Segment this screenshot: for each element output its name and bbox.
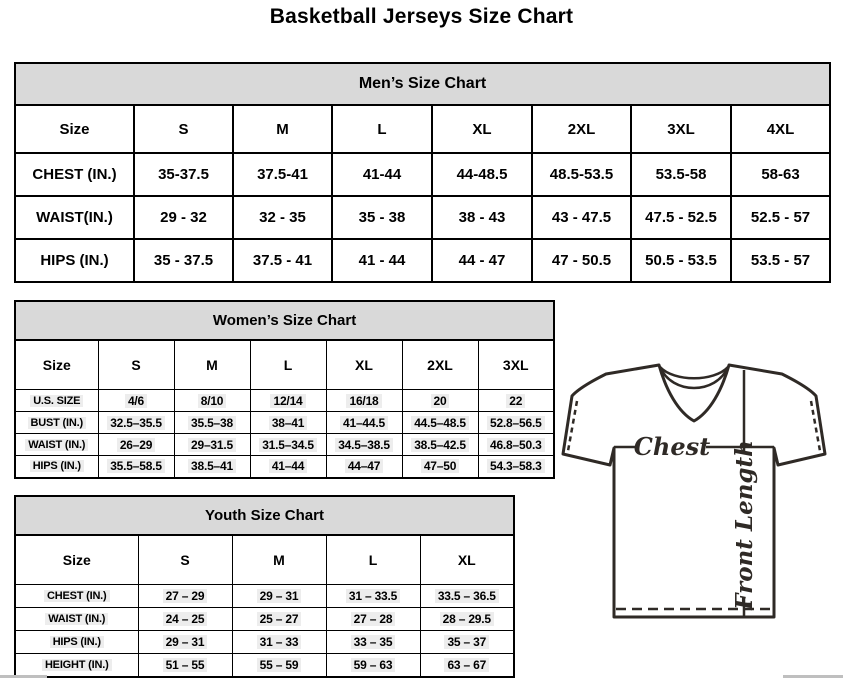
row-label: CHEST (IN.) <box>15 153 134 196</box>
size-value-cell: 47–50 <box>402 456 478 478</box>
size-value-cell: 53.5-58 <box>631 153 731 196</box>
table-row <box>15 390 554 412</box>
column-header: XL <box>432 105 532 153</box>
size-value-cell: 38 - 43 <box>432 196 532 239</box>
size-value-cell: 25 – 27 <box>232 608 326 631</box>
column-header: M <box>233 105 332 153</box>
row-label: HEIGHT (IN.) <box>15 654 138 677</box>
table-row <box>15 608 514 631</box>
column-header: 3XL <box>631 105 731 153</box>
table-title-row <box>15 496 514 535</box>
row-label: HIPS (IN.) <box>15 631 138 654</box>
size-value-cell: 35 - 37.5 <box>134 239 233 282</box>
size-value-cell: 35.5–58.5 <box>98 456 174 478</box>
size-value-cell: 35.5–38 <box>174 412 250 434</box>
jersey-measurement-diagram <box>560 358 842 624</box>
size-value-cell: 38–41 <box>250 412 326 434</box>
size-value-cell: 63 – 67 <box>420 654 514 677</box>
size-value-cell: 16/18 <box>326 390 402 412</box>
size-value-cell: 24 – 25 <box>138 608 232 631</box>
size-value-cell: 38.5–41 <box>174 456 250 478</box>
column-header: 3XL <box>478 340 554 390</box>
size-value-cell: 58-63 <box>731 153 830 196</box>
jersey-outline <box>563 365 825 617</box>
size-value-cell: 22 <box>478 390 554 412</box>
row-label: HIPS (IN.) <box>15 456 98 478</box>
size-value-cell: 47 - 50.5 <box>532 239 631 282</box>
youth-size-table <box>14 495 515 678</box>
table-row <box>15 631 514 654</box>
size-value-cell: 31.5–34.5 <box>250 434 326 456</box>
size-value-cell: 41–44.5 <box>326 412 402 434</box>
size-value-cell: 20 <box>402 390 478 412</box>
size-value-cell: 44.5–48.5 <box>402 412 478 434</box>
size-value-cell: 35 – 37 <box>420 631 514 654</box>
column-header: Size <box>15 340 98 390</box>
size-value-cell: 55 – 59 <box>232 654 326 677</box>
row-label: WAIST (IN.) <box>15 608 138 631</box>
size-value-cell: 51 – 55 <box>138 654 232 677</box>
size-value-cell: 59 – 63 <box>326 654 420 677</box>
table-title-row <box>15 301 554 340</box>
size-value-cell: 54.3–58.3 <box>478 456 554 478</box>
column-header: S <box>138 535 232 585</box>
page-title: Basketball Jerseys Size Chart <box>269 5 574 28</box>
women-size-table <box>14 300 555 479</box>
size-value-cell: 47.5 - 52.5 <box>631 196 731 239</box>
size-value-cell: 53.5 - 57 <box>731 239 830 282</box>
table-row <box>15 654 514 677</box>
size-value-cell: 29 – 31 <box>232 585 326 608</box>
column-header: 2XL <box>532 105 631 153</box>
size-value-cell: 37.5 - 41 <box>233 239 332 282</box>
front-length-label: Front Length <box>731 440 758 610</box>
row-label: HIPS (IN.) <box>15 239 134 282</box>
men-size-table <box>14 62 831 283</box>
size-value-cell: 31 – 33 <box>232 631 326 654</box>
size-value-cell: 29–31.5 <box>174 434 250 456</box>
size-value-cell: 34.5–38.5 <box>326 434 402 456</box>
column-header-row <box>15 535 514 585</box>
column-header-row <box>15 340 554 390</box>
column-header: Size <box>15 535 138 585</box>
size-value-cell: 12/14 <box>250 390 326 412</box>
size-value-cell: 41-44 <box>332 153 432 196</box>
size-value-cell: 35 - 38 <box>332 196 432 239</box>
size-value-cell: 35-37.5 <box>134 153 233 196</box>
size-value-cell: 37.5-41 <box>233 153 332 196</box>
table-row <box>15 412 554 434</box>
table-row <box>15 239 830 282</box>
collar-rib-arc <box>660 367 728 378</box>
size-value-cell: 29 – 31 <box>138 631 232 654</box>
size-value-cell: 52.8–56.5 <box>478 412 554 434</box>
table-row <box>15 434 554 456</box>
size-value-cell: 8/10 <box>174 390 250 412</box>
row-label: WAIST (IN.) <box>15 434 98 456</box>
size-value-cell: 27 – 28 <box>326 608 420 631</box>
row-label: CHEST (IN.) <box>15 585 138 608</box>
row-label: U.S. SIZE <box>15 390 98 412</box>
size-value-cell: 31 – 33.5 <box>326 585 420 608</box>
size-value-cell: 29 - 32 <box>134 196 233 239</box>
chest-label: Chest <box>633 432 711 461</box>
size-value-cell: 44–47 <box>326 456 402 478</box>
column-header: L <box>326 535 420 585</box>
column-header: Size <box>15 105 134 153</box>
column-header-row <box>15 105 830 153</box>
size-value-cell: 41 - 44 <box>332 239 432 282</box>
jersey-diagram-icon <box>560 358 842 624</box>
scrollbar-fragment-right[interactable] <box>783 675 843 678</box>
size-value-cell: 50.5 - 53.5 <box>631 239 731 282</box>
table-row <box>15 456 554 478</box>
column-header: M <box>232 535 326 585</box>
youth-table-title: Youth Size Chart <box>15 496 514 535</box>
size-value-cell: 32.5–35.5 <box>98 412 174 434</box>
size-value-cell: 27 – 29 <box>138 585 232 608</box>
row-label: WAIST(IN.) <box>15 196 134 239</box>
size-value-cell: 48.5-53.5 <box>532 153 631 196</box>
size-value-cell: 26–29 <box>98 434 174 456</box>
table-row <box>15 196 830 239</box>
column-header: L <box>332 105 432 153</box>
size-value-cell: 38.5–42.5 <box>402 434 478 456</box>
size-value-cell: 46.8–50.3 <box>478 434 554 456</box>
column-header: 4XL <box>731 105 830 153</box>
size-value-cell: 4/6 <box>98 390 174 412</box>
column-header: XL <box>326 340 402 390</box>
size-value-cell: 28 – 29.5 <box>420 608 514 631</box>
women-table-title: Women’s Size Chart <box>15 301 554 340</box>
size-value-cell: 44 - 47 <box>432 239 532 282</box>
column-header: XL <box>420 535 514 585</box>
size-value-cell: 43 - 47.5 <box>532 196 631 239</box>
scrollbar-fragment-left[interactable] <box>0 675 47 678</box>
size-value-cell: 52.5 - 57 <box>731 196 830 239</box>
column-header: M <box>174 340 250 390</box>
size-value-cell: 33 – 35 <box>326 631 420 654</box>
size-value-cell: 33.5 – 36.5 <box>420 585 514 608</box>
table-row <box>15 585 514 608</box>
column-header: S <box>98 340 174 390</box>
size-value-cell: 44-48.5 <box>432 153 532 196</box>
column-header: 2XL <box>402 340 478 390</box>
column-header: S <box>134 105 233 153</box>
size-value-cell: 32 - 35 <box>233 196 332 239</box>
column-header: L <box>250 340 326 390</box>
row-label: BUST (IN.) <box>15 412 98 434</box>
size-value-cell: 41–44 <box>250 456 326 478</box>
men-table-title: Men’s Size Chart <box>15 63 830 105</box>
table-title-row <box>15 63 830 105</box>
table-row <box>15 153 830 196</box>
